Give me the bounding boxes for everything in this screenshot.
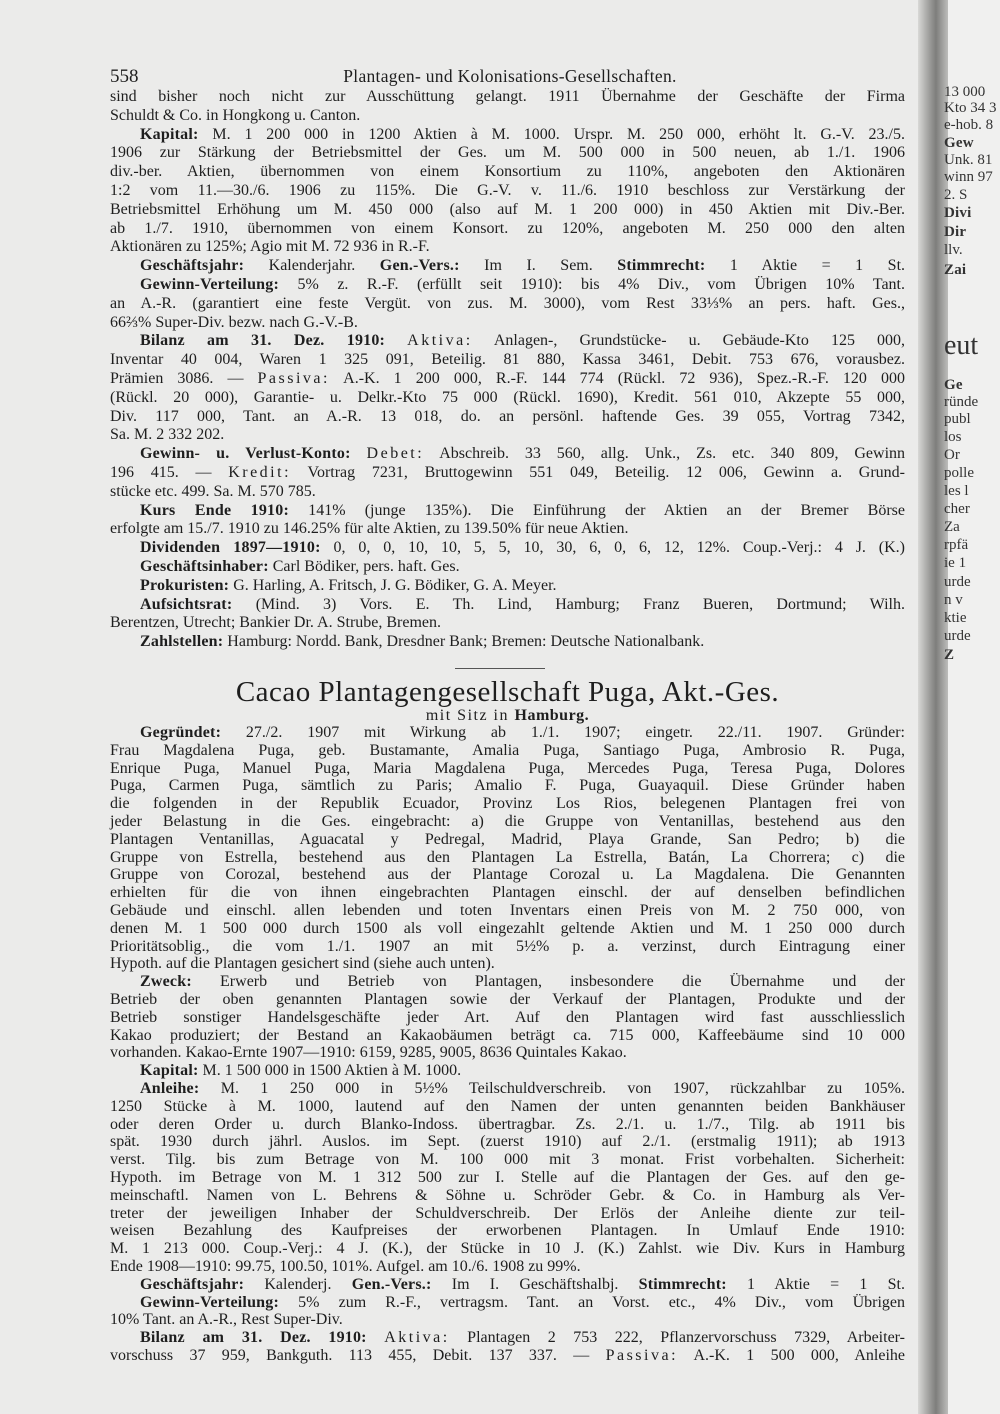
text-segment: Schuldt & Co. in Hongkong u. Canton.: [110, 106, 361, 124]
text-line: [110, 1027, 905, 1045]
text-line: [110, 1187, 905, 1205]
text-segment: Gruppe von Estrella, bestehend aus den Plantagen La Estrella, Batán, La Chorrera; c) die: [110, 848, 905, 866]
field-label: Geschäftsinhaber:: [140, 557, 269, 575]
text-segment: M. 1 500 000 in 1500 Aktien à M. 1000.: [198, 1062, 462, 1080]
next-page-fragment: winn 97: [944, 169, 993, 185]
text-line: [110, 126, 905, 145]
next-page-fragment: publ: [944, 411, 971, 427]
text-segment: div.-ber. Aktien, übernommen von einem Konsortium zu 110%, angeboten den Aktionären: [110, 163, 905, 181]
text-segment: M. 1 213 000. Coup.-Verj.: 4 J. (K.), der Stücke in 10 J. (K.) Zahlst. wie Div. Kurs in Hamburg: [110, 1240, 905, 1258]
text-line: [110, 724, 905, 742]
text-segment: 1 Aktie = 1 St.: [705, 257, 906, 275]
text-segment: Prämien 3086. —: [110, 369, 258, 387]
spaced-label: Aktiva:: [384, 1329, 450, 1347]
text-line: [110, 1329, 905, 1347]
text-segment: Abschreib. 33 560, allg. Unk., Zs. etc. 340 809, Gewinn: [424, 445, 906, 463]
text-line: [110, 1347, 905, 1365]
running-title: Plantagen- und Kolonisations-Gesellschaften.: [343, 66, 677, 86]
text-segment: oder deren Order u. durch Blanko-Indoss. übertragbar. Zs. 2./1. u. 1./7., Tilg. ab 1911 bis: [110, 1115, 905, 1133]
text-line: [110, 902, 905, 920]
field-label: Geschäftsjahr:: [140, 257, 245, 275]
text-line: [110, 1222, 905, 1240]
cacao-puga-entry: [110, 724, 905, 1365]
text-segment: (Rückl. 20 000), Garantie- u. Delkr.-Kto 75 000 (Rückl. 1690), Kredit. 561 010, Akzepte 55 000,: [110, 388, 905, 406]
text-segment: meinschaftl. Namen von L. Behrens & Söhne u. Schröder Gebr. & Co. in Hamburg als Ver-: [110, 1186, 905, 1204]
text-line: [110, 314, 905, 333]
text-segment: Betrieb der oben genannten Plantagen sowie der Verkauf der Plantagen, Produkte und der: [110, 990, 905, 1008]
text-line: [110, 1044, 905, 1062]
field-label: Bilanz am 31. Dez. 1910:: [140, 332, 386, 350]
next-page-fragment: ktie: [944, 610, 967, 626]
text-line: [110, 351, 905, 370]
text-segment: jeder Belastung in die Ges. eingebracht: a) die Gruppe von Ventanillas, bestehend aus den: [110, 812, 905, 830]
text-line: [110, 1062, 905, 1080]
text-line: [110, 295, 905, 314]
text-segment: Sa. M. 2 332 202.: [110, 426, 225, 444]
text-segment: Im I. Sem.: [459, 257, 618, 275]
next-page-fragment: llv.: [944, 242, 963, 258]
next-page-fragment: urde: [944, 574, 971, 590]
page-number: 558: [110, 66, 139, 87]
text-line: [110, 1205, 905, 1223]
text-segment: 66⅔% Super-Div. bezw. nach G.-V.-B.: [110, 313, 358, 331]
field-label: Gewinn-Verteilung:: [140, 1293, 280, 1311]
text-line: [110, 991, 905, 1009]
field-label: Kapital:: [140, 1062, 199, 1080]
text-segment: (Mind. 3) Vors. E. Th. Lind, Hamburg; Franz Bueren, Dortmund; Wilh.: [232, 595, 905, 613]
field-label: Gegründet:: [140, 724, 222, 741]
text-segment: Plantagen Ventanillas, Aguacatal y Pedregal, Madrid, Playa Grande, San Pedro; b) die: [110, 830, 905, 848]
text-segment: erfolgte am 15./7. 1910 zu 146.25% für alte Aktien, zu 139.50% für neue Aktien.: [110, 520, 629, 538]
text-line: [110, 884, 905, 902]
text-line: [110, 520, 905, 539]
company-title: Cacao Plantagengesellschaft Puga, Akt.-Ges.: [235, 676, 780, 708]
text-segment: Vortrag 7231, Bruttogewinn 551 049, Beteilig. 12 006, Gewinn a. Grund-: [291, 463, 906, 481]
text-segment: Hypoth. im Betrage von M. 1 312 500 zur I. Stelle auf die Plantagen der Ges. auf den ge-: [110, 1168, 905, 1186]
text-line: [110, 445, 905, 464]
text-segment: Plantagen 2 753 222, Pflanzervorschuss 7329, Arbeiter-: [449, 1329, 906, 1347]
text-line: [110, 539, 905, 558]
text-segment: Enrique Puga, Manuel Puga, Maria Magdalena Puga, Mercedes Puga, Teresa Puga, Dolores: [110, 759, 905, 777]
text-line: [110, 831, 905, 849]
spaced-label: Passiva:: [605, 1346, 679, 1364]
text-segment: A.-K. 1 200 000, R.-F. 144 774 (Rückl. 72 936), Spez.-R.-F. 120 000: [329, 369, 905, 387]
next-page-fragment: 13 000: [944, 84, 986, 100]
text-segment: Gebäude und einschl. allen lebenden und toten Inventars einen Preis von M. 2 750 000, von: [110, 901, 905, 919]
next-page-fragment: Or: [944, 447, 960, 463]
text-segment: [351, 445, 367, 462]
text-line: [110, 849, 905, 867]
text-line: [110, 1169, 905, 1187]
next-page-edge: [944, 0, 1000, 1414]
text-segment: Anlagen-, Grundstücke- u. Gebäude-Kto 125 000,: [472, 332, 906, 350]
field-label: Prokuristen:: [140, 576, 230, 594]
company-seat: [110, 707, 905, 725]
text-line: [110, 795, 905, 813]
text-segment: Gruppe von Corozal, bestehend aus der Plantage Corozal u. La Magdalena. Die Genannten: [110, 866, 905, 884]
field-label: Gewinn-Verteilung:: [140, 275, 280, 293]
field-label: Kapital:: [140, 125, 199, 143]
text-segment: 27./2. 1907 mit Wirkung ab 1./1. 1907; eingetr. 22./11. 1907. Gründer:: [221, 724, 905, 741]
next-page-fragment: Gew: [944, 135, 974, 151]
text-segment: vorhanden. Kakao-Ernte 1907—1910: 6159, 9285, 9005, 8636 Quintales Kakao.: [110, 1044, 627, 1062]
text-segment: Hamburg: Nordd. Bank, Dresdner Bank; Bremen: Deutsche Nationalbank.: [223, 633, 705, 651]
field-label: Zahlstellen:: [140, 633, 224, 651]
field-label: Gen.-Vers.:: [351, 1275, 432, 1293]
field-label: Dividenden 1897—1910:: [140, 539, 321, 557]
text-line: [110, 938, 905, 956]
text-segment: stücke etc. 499. Sa. M. 570 785.: [110, 482, 316, 500]
text-segment: denen M. 1 500 000 durch 1500 als voll eingezahlt geltende Aktien und M. 1 250 000 durch: [110, 919, 905, 937]
text-segment: 196 415. —: [110, 463, 229, 481]
text-segment: Puga, Carmen Puga, sämtlich zu Paris; Amalio F. Puga, Guayaquil. Diese Gründer haben: [110, 777, 905, 795]
text-segment: erhielten für die von ihnen eingebrachten Plantagen einschl. der auf denselben befindlichen: [110, 884, 905, 902]
text-line: [110, 1080, 905, 1098]
text-segment: vorschuss 37 959, Bankguth. 113 455, Debit. 137 337. —: [110, 1346, 606, 1364]
text-segment: 10% Tant. an A.-R., Rest Super-Div.: [110, 1311, 343, 1329]
field-label: Stimmrecht:: [617, 257, 706, 275]
text-line: [110, 107, 905, 126]
next-page-fragment: e-hob. 8: [944, 117, 994, 133]
text-line: [110, 1276, 905, 1294]
text-segment: an A.-R. (garantiert eine feste Vergüt. von zus. M. 3000), vom Rest 33⅓% an pers. haft. Ges.,: [110, 294, 905, 312]
text-line: [110, 596, 905, 615]
text-line: [110, 1151, 905, 1169]
text-segment: 0, 0, 0, 10, 10, 5, 5, 10, 30, 6, 0, 6, 12, 12%. Coup.-Verj.: 4 J. (K.): [320, 539, 905, 557]
text-segment: Hypoth. auf die Plantagen gesichert sind (siehe auch unten).: [110, 955, 495, 973]
text-line: [110, 182, 905, 201]
text-segment: Ende 1908—1910: 99.75, 100.50, 101%. Aufgel. am 10./6. 1908 zu 99%.: [110, 1257, 581, 1275]
text-line: [110, 276, 905, 295]
next-page-fragment: rpfä: [944, 537, 969, 553]
next-page-fragment: ie 1: [944, 555, 967, 571]
text-segment: Kalenderjahr.: [244, 257, 380, 275]
text-line: [110, 201, 905, 220]
text-segment: 1906 zur Stärkung der Betriebsmittel der Ges. um M. 500 000 in 500 neuen, ab 1./1. 1906: [110, 144, 905, 162]
text-segment: 5% zum R.-F., vertragsm. Tant. an Vorst. etc., 4% Div., vom Übrigen: [279, 1293, 905, 1311]
text-segment: Inventar 40 004, Waren 1 325 091, Beteilig. 81 880, Kassa 3461, Debit. 753 676, vorausbez.: [110, 351, 905, 369]
text-segment: 141% (junge 135%). Die Einführung der Aktien an der Bremer Börse: [288, 501, 905, 519]
text-line: [110, 163, 905, 182]
text-line: [110, 502, 905, 521]
text-segment: Aktionären zu 125%; Agio mit M. 72 936 in R.-F.: [110, 238, 430, 256]
text-segment: [385, 332, 407, 349]
text-line: [110, 742, 905, 760]
text-segment: Erwerb und Betrieb von Plantagen, insbesondere die Übernahme und der: [191, 973, 905, 991]
text-segment: Betriebsmittel Erhöhung um M. 450 000 (also auf M. 1 200 000) in 450 Aktien mit Div.-Ber.: [110, 200, 905, 218]
text-segment: sind bisher noch nicht zur Ausschüttung gelangt. 1911 Übernahme der Geschäfte der Firma: [110, 88, 905, 105]
text-segment: Prioritätsoblig., die vom 1./1. 1907 an mit 5½% p. a. verzinst, durch Eintragung einer: [110, 937, 905, 955]
seat-city: Hamburg.: [514, 707, 590, 724]
next-page-fragment: 2. S: [944, 187, 968, 203]
field-label: Geschäftsjahr:: [140, 1275, 245, 1293]
text-segment: Betrieb sonstiger Handelsgeschäfte jeder Art. Auf den Plantagen wird fast ausschliesslich: [110, 1008, 905, 1026]
spaced-label: Aktiva:: [407, 332, 473, 350]
next-page-fragment: Kto 34 3: [944, 100, 997, 116]
text-segment: A.-K. 1 500 000, Anleihe: [678, 1346, 905, 1364]
field-label: Zweck:: [140, 973, 192, 991]
text-line: [110, 408, 905, 427]
text-segment: Kalenderj.: [244, 1275, 352, 1293]
text-segment: ab 1./7. 1910, übernommen von einem Konsort. zu 120%, angeboten M. 250 000 den alten: [110, 219, 905, 237]
text-line: [110, 238, 905, 257]
next-page-fragment: ründe: [944, 394, 979, 410]
text-line: [110, 577, 905, 596]
text-segment: 1:2 vom 11.—30./6. 1906 zu 115%. Die G.-V. v. 11./6. 1910 beschloss zur Verstärkung der: [110, 181, 905, 199]
text-segment: M. 1 250 000 in 5½% Teilschuldverschreib. von 1907, rückzahlbar zu 105%.: [199, 1079, 905, 1097]
text-line: [110, 1009, 905, 1027]
field-label: Bilanz am 31. Dez. 1910:: [140, 1329, 367, 1347]
text-segment: weisen Bezahlung des Kaufpreises der erworbenen Plantagen. In Umlauf Ende 1910:: [110, 1222, 905, 1240]
text-segment: M. 1 200 000 in 1200 Aktien à M. 1000. Urspr. M. 250 000, erhöht lt. G.-V. 23./5.: [198, 125, 905, 143]
text-line: [110, 1098, 905, 1116]
text-line: [110, 1258, 905, 1276]
text-segment: treter der jeweiligen Inhaber der Schuldverschreib. Der Erlös der Anleihe diente zur teil-: [110, 1204, 905, 1222]
text-line: [110, 1240, 905, 1258]
text-line: [110, 866, 905, 884]
next-page-fragment: Ge: [944, 377, 963, 393]
text-segment: spät. 1930 durch jährl. Auslos. im Sept. (zuerst 1910) auf 2./1. (erstmalig 1911); ab 1913: [110, 1133, 905, 1151]
text-line: [110, 426, 905, 445]
text-line: [110, 777, 905, 795]
text-line: [110, 88, 905, 107]
next-page-fragment: Dir: [944, 224, 967, 240]
text-segment: Im I. Geschäftshalbj.: [431, 1275, 639, 1293]
next-page-fragment: urde: [944, 628, 971, 644]
next-page-fragment: cher: [944, 501, 970, 517]
text-line: [110, 144, 905, 163]
field-label: Gen.-Vers.:: [379, 257, 460, 275]
next-page-fragment: n v: [944, 592, 963, 608]
text-line: [110, 955, 905, 973]
next-page-fragment: Zai: [944, 262, 967, 278]
next-page-fragment: los: [944, 429, 962, 445]
field-label: Anleihe:: [140, 1079, 200, 1097]
next-page-fragment: les l: [944, 483, 969, 499]
field-label: Aufsichtsrat:: [140, 595, 233, 613]
text-segment: 1250 Stücke à M. 1000, lautend auf den Namen der unten genannten beiden Bankhäuser: [110, 1097, 905, 1115]
spaced-label: Passiva:: [257, 369, 330, 387]
next-page-fragment: Za: [944, 519, 960, 535]
text-line: [110, 220, 905, 239]
text-line: [110, 1116, 905, 1134]
next-page-fragment: Divi: [944, 205, 972, 221]
field-label: Gewinn- u. Verlust-Konto:: [140, 445, 351, 463]
next-page-fragment: eut: [944, 330, 979, 361]
field-label: Kurs Ende 1910:: [140, 501, 289, 519]
text-line: [110, 614, 905, 633]
text-segment: 1 Aktie = 1 St.: [726, 1275, 905, 1293]
text-line: [110, 633, 905, 652]
section-divider: [455, 668, 545, 669]
text-line: [110, 760, 905, 778]
text-line: [110, 332, 905, 351]
text-line: [110, 973, 905, 991]
text-line: [110, 370, 905, 389]
text-line: [110, 257, 905, 276]
text-segment: Div. 117 000, Tant. an A.-R. 13 018, do. an persönl. haftende Ges. 39 055, Vortrag 7342,: [110, 407, 905, 425]
text-segment: 5% z. R.-F. (erfüllt seit 1910): bis 4% Div., vom Übrigen 10% Tant.: [279, 275, 905, 293]
text-line: [110, 1133, 905, 1151]
text-line: [110, 464, 905, 483]
text-segment: G. Harling, A. Fritsch, J. G. Bödiker, G. A. Meyer.: [229, 576, 557, 594]
text-segment: Berentzen, Utrecht; Bankier Dr. A. Strube, Bremen.: [110, 614, 442, 632]
text-line: [110, 483, 905, 502]
text-line: [110, 558, 905, 577]
text-segment: Carl Bödiker, pers. haft. Ges.: [268, 557, 460, 575]
text-line: [110, 389, 905, 408]
text-segment: Frau Magdalena Puga, geb. Bustamante, Amalia Puga, Santiago Puga, Ambrosio R. Puga,: [110, 741, 905, 759]
text-line: [110, 920, 905, 938]
next-page-fragment: Unk. 81: [944, 152, 993, 168]
text-segment: [367, 1329, 384, 1346]
text-segment: verst. Tilg. bis zum Betrage von M. 100 000 mit 3 monat. Frist vorbehalten. Sicherheit:: [110, 1151, 905, 1169]
text-line: [110, 1294, 905, 1312]
text-line: [110, 813, 905, 831]
seat-prefix: mit Sitz in: [425, 707, 515, 724]
next-page-fragment: polle: [944, 465, 974, 481]
previous-company-entry: [110, 88, 905, 652]
spaced-label: Kredit:: [228, 463, 292, 481]
spaced-label: Debet:: [366, 445, 425, 463]
text-segment: die folgenden in der Republik Ecuador, Provinz Los Rios, belegenen Plantagen frei von: [110, 795, 905, 813]
text-segment: Kakao produziert; der Bestand an Kakaobäumen beträgt ca. 715 000, Kaffeebäume sind 10 000: [110, 1026, 905, 1044]
next-page-fragment: Z: [944, 647, 955, 663]
field-label: Stimmrecht:: [638, 1275, 727, 1293]
text-line: [110, 1311, 905, 1329]
